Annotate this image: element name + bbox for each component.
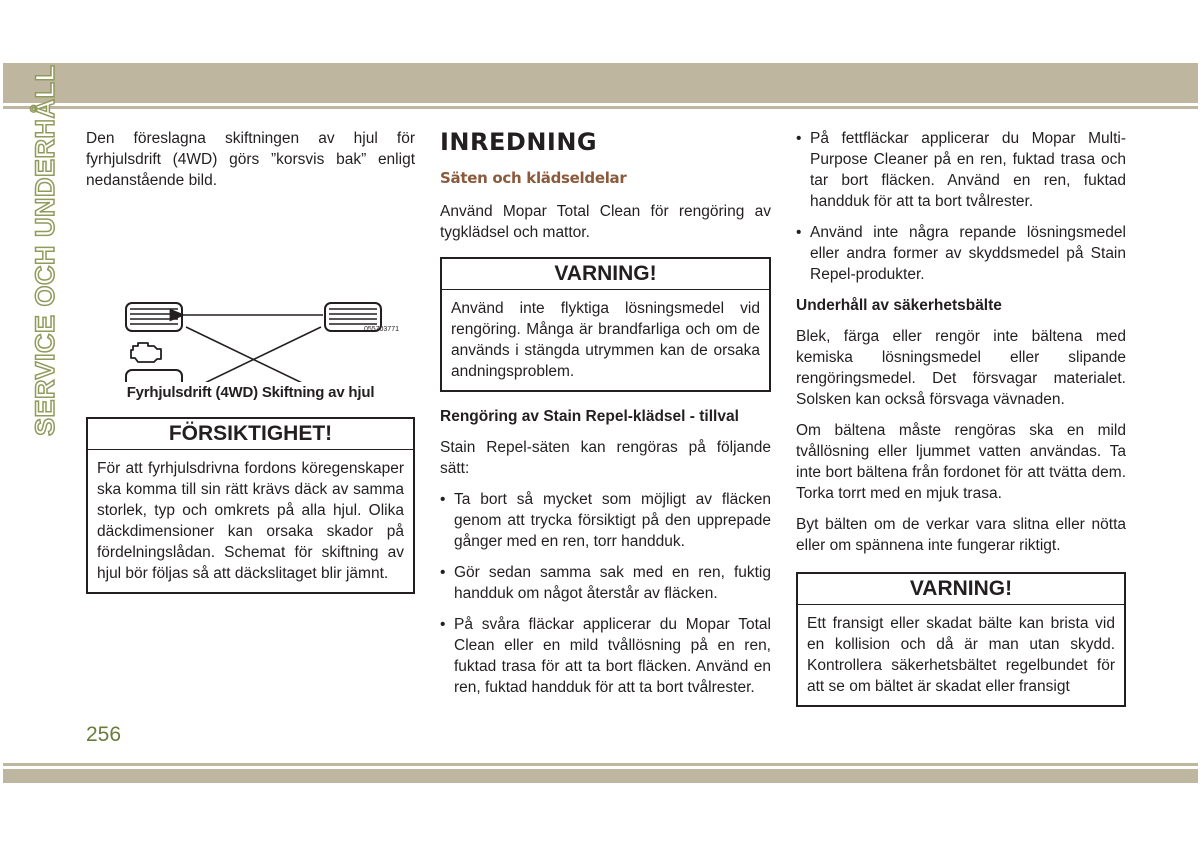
- warning-box-seatbelt: [796, 572, 1126, 707]
- warning-text: Använd inte flyktiga lösningsmedel vid rengöring. Många är brandfarliga och om de används i stängda utrymmen kan de orsaka andningsproblem.: [451, 300, 760, 380]
- header-rule: [3, 106, 1198, 109]
- stain-repel-intro: Stain Repel-säten kan rengöras på följande sätt:: [440, 439, 771, 477]
- engine-icon: [131, 343, 161, 362]
- warning-title: VARNING!: [798, 574, 1124, 605]
- rotation-intro-text: Den föreslagna skiftningen av hjul för fyrhjulsdrift (4WD) görs ”korsvis bak” enligt nedanstående bild.: [86, 130, 415, 189]
- tire-rear-left-icon: [126, 370, 182, 382]
- list-item: • Ta bort så mycket som möjligt av fläcken genom att trycka försiktigt på den upprepade gånger med en ren, torr handduk.: [440, 489, 771, 552]
- figure-code: 055703771: [363, 326, 399, 333]
- list-item: • På fettfläckar applicerar du Mopar Multi-Purpose Cleaner på en ren, fuktad trasa och tar bort fläcken. Använd en ren, fuktad handduk för att ta bort tvålrester.: [796, 128, 1126, 212]
- stain-repel-heading: Rengöring av Stain Repel-klädsel - tillval: [440, 408, 739, 425]
- footer-band: [3, 769, 1198, 783]
- caution-box: [86, 417, 415, 594]
- chapter-side-title: SERVICE OCH UNDERHÅLL: [30, 64, 60, 436]
- footer-rule: [3, 763, 1198, 766]
- cleaning-intro-text: Använd Mopar Total Clean för rengöring av tygklädsel och mattor.: [440, 203, 771, 241]
- figure-caption: Fyrhjulsdrift (4WD) Skiftning av hjul: [126, 384, 375, 401]
- seatbelt-para-1: Blek, färga eller rengör inte bältena med kemiska lösningsmedel eller slipande rengöringsmedel. Det försvagar materialet. Solsken kan också försvaga vävnaden.: [796, 328, 1126, 408]
- tire-front-left-icon: [126, 303, 182, 331]
- seatbelt-para-2: Om bältena måste rengöras ska en mild tvållösning eller ljummet vatten användas. Ta inte bort bältena från fordonet för att tvätta dem. Torka torrt med en mjuk trasa.: [796, 422, 1126, 502]
- tire-rotation-diagram: [86, 197, 415, 382]
- warning-box-solvents: [440, 257, 771, 392]
- caution-title: FÖRSIKTIGHET!: [88, 419, 413, 450]
- stain-repel-steps: [440, 489, 771, 698]
- page-number: 256: [86, 723, 122, 746]
- list-item: • Gör sedan samma sak med en ren, fuktig handduk om något återstår av fläcken.: [440, 562, 771, 604]
- stain-repel-steps-cont: [796, 128, 1126, 285]
- subsection-title: Säten och klädseldelar: [440, 169, 627, 187]
- list-item: • Använd inte några repande lösningsmedel eller andra former av skyddsmedel på Stain Repel-produkter.: [796, 222, 1126, 285]
- list-item: • På svåra fläckar applicerar du Mopar Total Clean eller en mild tvållösning på en ren, fuktad trasa för att ta bort fläcken. Använd en ren, fuktad handduk för att ta bort tvålrester.: [440, 614, 771, 698]
- column-right: [796, 128, 1126, 707]
- column-left: [86, 128, 415, 594]
- caution-text: För att fyrhjulsdrivna fordons köregenskaper ska komma till sin rätt krävs däck av samma storlek, typ och omkrets på alla hjul. Olika däckdimensioner kan orsaka skador på fördelningslådan. Schemat för skiftning av hjul bör följas så att däckslitaget blir jämnt.: [97, 460, 404, 582]
- column-middle: [440, 128, 771, 708]
- section-title: INREDNING: [440, 128, 598, 156]
- seatbelt-heading: Underhåll av säkerhetsbälte: [796, 297, 1002, 314]
- warning-title: VARNING!: [442, 259, 769, 290]
- seatbelt-para-3: Byt bälten om de verkar vara slitna eller nötta eller om spännena inte fungerar riktigt.: [796, 516, 1126, 554]
- header-band: [3, 63, 1198, 103]
- warning-text: Ett fransigt eller skadat bälte kan brista vid en kollision och då är man utan skydd. Kontrollera säkerhetsbältet regelbundet för att se om bältet är skadat eller fransigt: [807, 615, 1115, 695]
- tire-rotation-figure: [86, 197, 415, 382]
